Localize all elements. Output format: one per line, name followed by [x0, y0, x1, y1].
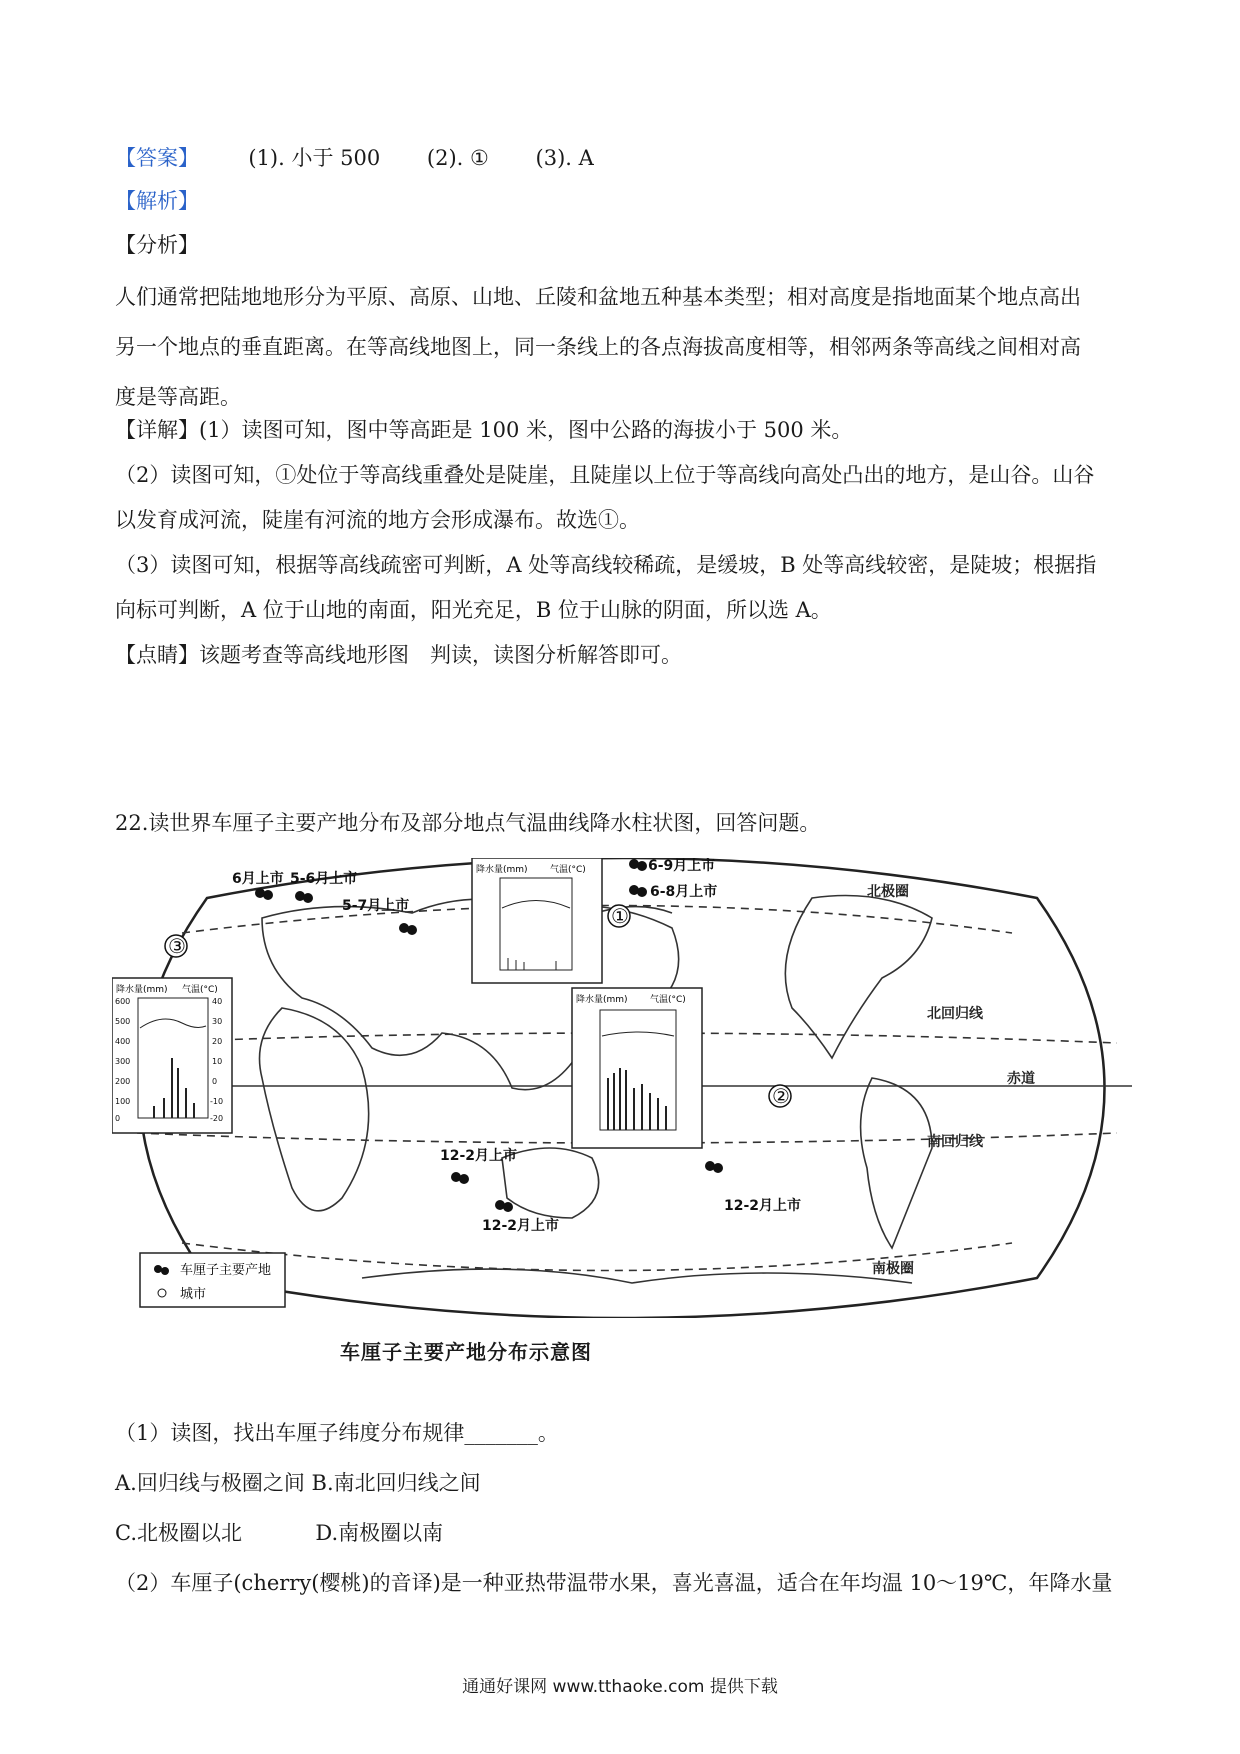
svg-text:30: 30: [212, 1017, 223, 1026]
analysis-tag: 【解析】: [115, 189, 199, 213]
analysis-subtag: 【分析】: [115, 233, 199, 257]
label-6-9-month: 6-9月上市: [648, 858, 716, 874]
option-c: C.北极圈以北: [115, 1521, 242, 1545]
chart1-temp-label: 气温(°C): [550, 865, 586, 875]
cherry-map-figure: [112, 858, 1132, 1318]
answer-part-1: (1). 小于 500: [248, 146, 381, 170]
svg-text:-10: -10: [210, 1097, 224, 1106]
label-tropic-capricorn: 南回归线: [927, 1134, 983, 1150]
chart2-precip-label: 降水量(mm): [116, 985, 168, 995]
page-footer: 通通好课网 www.tthaoke.com 提供下载: [462, 1677, 778, 1697]
map-caption: 车厘子主要产地分布示意图: [340, 1340, 592, 1364]
detail-line-3: 以发育成河流，陡崖有河流的地方会形成瀑布。故选①。: [115, 508, 640, 532]
legend-city: 城市: [180, 1287, 207, 1302]
svg-text:0: 0: [212, 1077, 218, 1086]
svg-text:200: 200: [115, 1077, 131, 1086]
cherry-legend-icon: [154, 1265, 162, 1273]
svg-text:100: 100: [115, 1097, 131, 1106]
answer-part-2: (2). ①: [426, 146, 489, 170]
options-row-1: A.回归线与极圈之间 B.南北回归线之间: [115, 1471, 481, 1495]
city-legend-icon: [158, 1289, 166, 1297]
label-tropic-cancer: 北回归线: [927, 1006, 983, 1022]
svg-text:-20: -20: [210, 1114, 224, 1123]
svg-text:20: 20: [212, 1037, 223, 1046]
answer-line: [115, 143, 634, 173]
label-6-month: 6月上市: [232, 871, 284, 887]
answer-tag: 【答案】: [115, 146, 199, 170]
label-5-6-month: 5-6月上市: [290, 871, 358, 887]
analysis-line-3: 度是等高距。: [115, 385, 241, 409]
marker-2: ②: [772, 1084, 790, 1108]
svg-text:300: 300: [115, 1057, 131, 1066]
detail-line-4: （3）读图可知，根据等高线疏密可判断，A 处等高线较稀疏，是缓坡，B 处等高线较密，是陡坡；根据指: [115, 553, 1097, 577]
marker-3: ③: [168, 934, 186, 958]
legend-producer: 车厘子主要产地: [180, 1263, 272, 1278]
svg-text:500: 500: [115, 1017, 131, 1026]
chart3-precip-label: 降水量(mm): [576, 995, 628, 1005]
chart2-temp-label: 气温(°C): [182, 985, 218, 995]
climate-chart-3: [572, 988, 702, 1148]
map-legend: [140, 1253, 285, 1307]
label-6-8-month: 6-8月上市: [650, 884, 718, 900]
analysis-line-1: 人们通常把陆地地形分为平原、高原、山地、丘陵和盆地五种基本类型；相对高度是指地面某个地点高出: [115, 285, 1081, 309]
svg-text:600: 600: [115, 997, 131, 1006]
label-5-7-month: 5-7月上市: [342, 898, 410, 914]
label-antarctic: 南极圈: [872, 1261, 914, 1277]
chart1-precip-label: 降水量(mm): [476, 865, 528, 875]
label-arctic: 北极圈: [867, 884, 909, 900]
climate-chart-2: [112, 978, 232, 1133]
detail-line-1: 【详解】(1）读图可知，图中等高距是 100 米，图中公路的海拔小于 500 米。: [115, 418, 853, 442]
sub-question-1: （1）读图，找出车厘子纬度分布规律_______。: [115, 1421, 559, 1445]
answer-part-3: (3). A: [535, 146, 594, 170]
chart3-temp-label: 气温(°C): [650, 995, 686, 1005]
question-22-title: 22.读世界车厘子主要产地分布及部分地点气温曲线降水柱状图，回答问题。: [115, 811, 821, 835]
svg-text:40: 40: [212, 997, 223, 1006]
label-12-2-month-b: 12-2月上市: [482, 1218, 560, 1234]
options-row-2: [115, 1518, 443, 1548]
marker-1: ①: [611, 904, 629, 928]
detail-line-2: （2）读图可知，①处位于等高线重叠处是陡崖，且陡崖以上位于等高线向高处凸出的地方，是山谷。山谷: [115, 463, 1095, 487]
option-d: D.南极圈以南: [315, 1521, 444, 1545]
climate-chart-1: [472, 858, 602, 983]
label-equator: 赤道: [1007, 1071, 1035, 1087]
detail-line-5: 向标可判断，A 位于山地的南面，阳光充足，B 位于山脉的阴面，所以选 A。: [115, 598, 832, 622]
label-12-2-month-a: 12-2月上市: [440, 1148, 518, 1164]
svg-text:400: 400: [115, 1037, 131, 1046]
svg-text:10: 10: [212, 1057, 223, 1066]
analysis-paragraph: [115, 272, 1125, 422]
svg-text:0: 0: [115, 1114, 121, 1123]
detail-line-6: 【点睛】该题考查等高线地形图 判读，读图分析解答即可。: [115, 643, 682, 667]
sub-question-2: （2）车厘子(cherry(樱桃)的音译)是一种亚热带温带水果，喜光喜温，适合在年均温 10～19℃，年降水量: [115, 1571, 1113, 1595]
detail-block: [115, 408, 1125, 678]
analysis-line-2: 另一个地点的垂直距离。在等高线地图上，同一条线上的各点海拔高度相等，相邻两条等高线之间相对高: [115, 335, 1081, 359]
label-12-2-month-c: 12-2月上市: [724, 1198, 802, 1214]
